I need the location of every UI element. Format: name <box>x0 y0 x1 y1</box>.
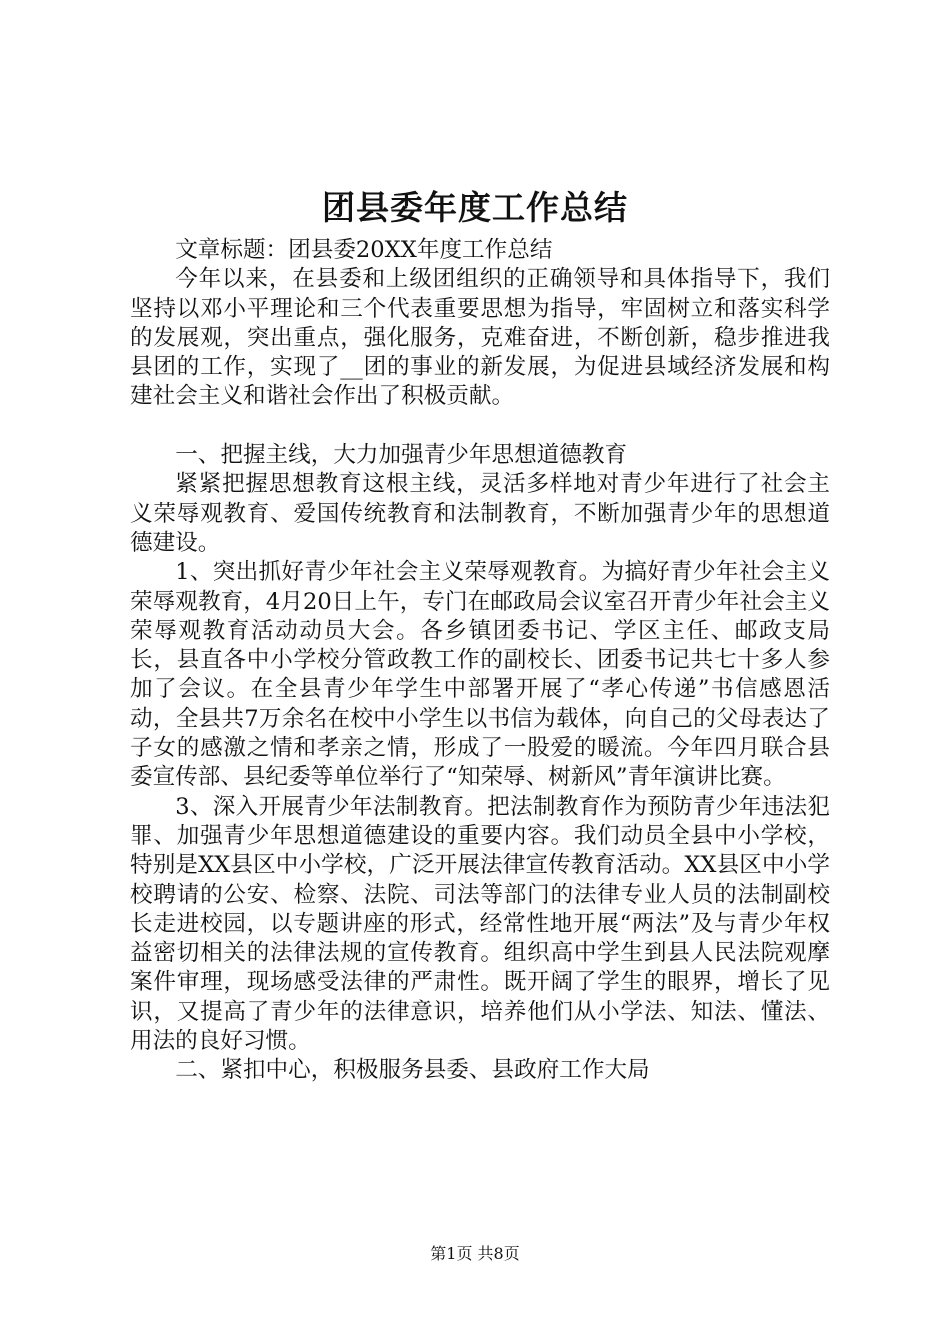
document-body <box>130 236 830 1086</box>
item-3-paragraph: 3、深入开展青少年法制教育。把法制教育作为预防青少年违法犯罪、加强青少年思想道德建设的重要内容。我们动员全县中小学校，特别是XX县区中小学校，广泛开展法律宣传教育活动。XX县区中小学校聘请的公安、检察、法院、司法等部门的法律专业人员的法制副校长走进校园，以专题讲座的形式，经常性地开展“两法”及与青少年权益密切相关的法律法规的宣传教育。组织高中学生到县人民法院观摩案件审理，现场感受法律的严肃性。既开阔了学生的眼界，增长了见识，又提高了青少年的法律意识，培养他们从小学法、知法、懂法、用法的良好习惯。 <box>130 793 830 1055</box>
section-heading-2: 二、紧扣中心，积极服务县委、县政府工作大局 <box>175 1057 650 1084</box>
document-title: 团县委年度工作总结 <box>322 188 628 227</box>
item-1-paragraph: 1、突出抓好青少年社会主义荣辱观教育。为搞好青少年社会主义荣辱观教育，4月20日上午，专门在邮政局会议室召开青少年社会主义荣辱观教育活动动员大会。各乡镇团委书记、学区主任、邮政支局长，县直各中小学校分管政教工作的副校长、团委书记共七十多人参加了会议。在全县青少年学生中部署开展了“孝心传递”书信感恩活动，全县共7万余名在校中小学生以书信为载体，向自己的父母表达了子女的感激之情和孝亲之情，形成了一股爱的暖流。今年四月联合县委宣传部、县纪委等单位举行了“知荣辱、树新风”青年演讲比赛。 <box>130 559 830 791</box>
section-heading-1: 一、把握主线，大力加强青少年思想道德教育 <box>175 442 628 469</box>
page-footer: 第1页 共8页 <box>430 1244 520 1263</box>
article-title-line: 文章标题：团县委20XX年度工作总结 <box>175 237 553 263</box>
intro-paragraph: 今年以来，在县委和上级团组织的正确领导和具体指导下，我们坚持以邓小平理论和三个代表重要思想为指导，牢固树立和落实科学的发展观，突出重点，强化服务，克难奋进，不断创新，稳步推进我县团的工作，实现了__团的事业的新发展，为促进县域经济发展和构建社会主义和谐社会作出了积极贡献。 <box>130 266 830 410</box>
section-1-paragraph: 紧紧把握思想教育这根主线，灵活多样地对青少年进行了社会主义荣辱观教育、爱国传统教育和法制教育，不断加强青少年的思想道德建设。 <box>130 471 830 556</box>
